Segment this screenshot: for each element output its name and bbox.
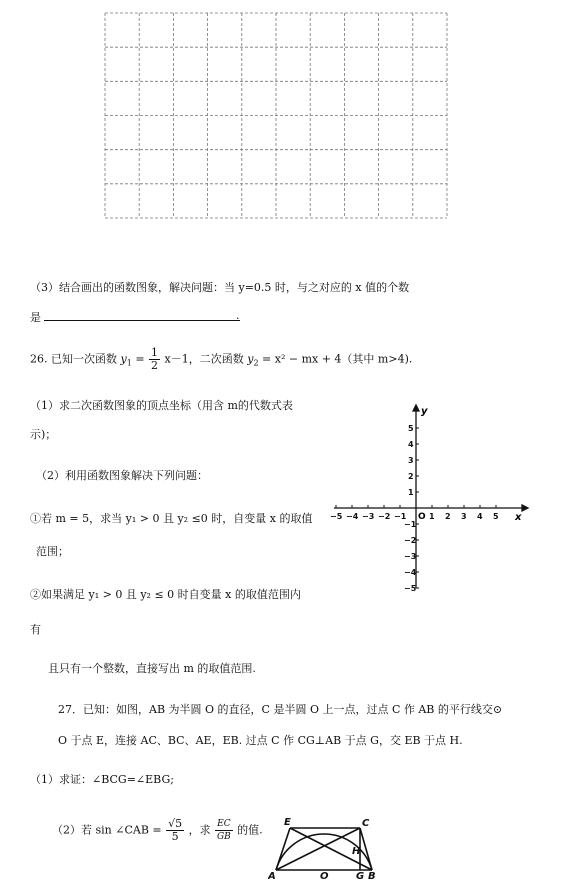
q26-intro-a: 26. 已知一次函数 bbox=[30, 352, 117, 366]
label-o: O bbox=[320, 871, 329, 880]
q27-part2-c: 的值. bbox=[237, 823, 263, 837]
x-tick-label: 2 bbox=[445, 512, 451, 521]
q26-part2-1a: ①若 m = 5，求当 y₁ > 0 且 y₂ ≤0 时，自变量 x 的取值 bbox=[30, 512, 313, 525]
blank-period: . bbox=[236, 309, 240, 322]
answer-grid bbox=[104, 12, 448, 219]
y-tick-label: 4 bbox=[408, 440, 414, 449]
q26-part2-1b: 范围； bbox=[36, 545, 69, 558]
x-tick-label: −1 bbox=[394, 512, 407, 521]
y2-sub: 2 bbox=[253, 358, 259, 368]
sqrt5: √5 bbox=[168, 817, 183, 830]
y-tick-label: 1 bbox=[408, 488, 414, 497]
x-tick-label: −2 bbox=[378, 512, 391, 521]
y-tick-label: −5 bbox=[404, 584, 417, 592]
semicircle-figure bbox=[268, 812, 380, 880]
ec-over-gb bbox=[215, 818, 232, 843]
x-tick-label: 4 bbox=[477, 512, 483, 521]
q27-part1: （1）求证：∠BCG=∠EBG; bbox=[30, 773, 174, 786]
q26-part1-a: （1）求二次函数图象的顶点坐标（用含 m的代数式表 bbox=[30, 399, 293, 412]
y-tick-label: 3 bbox=[408, 456, 414, 465]
gb: GB bbox=[216, 832, 231, 842]
q26-part2-2b: 有 bbox=[30, 623, 41, 636]
y1-symbol: y bbox=[120, 352, 127, 366]
x-tick-label: −4 bbox=[346, 512, 359, 521]
label-b: B bbox=[368, 871, 376, 880]
q26-part2-2a: ②如果满足 y₁ > 0 且 y₂ ≤ 0 时自变量 x 的取值范围内 bbox=[30, 588, 301, 601]
y-tick-label: −1 bbox=[404, 520, 417, 529]
y1-sub: 1 bbox=[126, 358, 132, 368]
q26-part2-2c: 且只有一个整数，直接写出 m 的取值范围. bbox=[48, 662, 256, 675]
y-tick-label: −4 bbox=[404, 568, 417, 577]
sqrt5-over-5 bbox=[166, 818, 184, 843]
label-a: A bbox=[268, 871, 276, 880]
x-tick-label: −5 bbox=[330, 512, 343, 521]
five: 5 bbox=[171, 830, 179, 843]
y-tick-label: −3 bbox=[404, 552, 417, 561]
frac-den: 2 bbox=[151, 359, 159, 372]
q26-part1-b: 示)； bbox=[30, 428, 57, 441]
y-axis-label: y bbox=[421, 406, 428, 417]
y2-symbol: y bbox=[247, 352, 254, 366]
x-tick-label: −3 bbox=[362, 512, 375, 521]
y-tick-label: −2 bbox=[404, 536, 417, 545]
x-tick-label: 3 bbox=[461, 512, 467, 521]
coordinate-axes bbox=[330, 402, 530, 592]
q27-part2-b: ，求 bbox=[188, 823, 211, 837]
q26-part2: （2）利用函数图象解决下列问题： bbox=[36, 469, 208, 482]
origin-label: O bbox=[418, 512, 426, 522]
label-h: H bbox=[352, 846, 361, 857]
answer-blank-line bbox=[44, 320, 240, 321]
ec: EC bbox=[217, 819, 231, 829]
q26-intro bbox=[30, 347, 412, 372]
q26-intro-b: x－1，二次函数 bbox=[164, 352, 244, 366]
fraction-one-half bbox=[149, 347, 160, 372]
q27-text-b: O 于点 E，连接 AC、BC、AE，EB. 过点 C 作 CG⊥AB 于点 G，交 EB 于点 H. bbox=[58, 734, 463, 747]
q25-part3-cont: 是 bbox=[30, 311, 41, 324]
q27-part2-a: （2）若 sin ∠CAB = bbox=[52, 823, 162, 837]
label-e: E bbox=[284, 817, 291, 828]
x-tick-label: 5 bbox=[493, 512, 499, 521]
q25-part3-text: （3）结合画出的函数图象，解决问题：当 y=0.5 时，与之对应的 x 值的个数 bbox=[30, 281, 410, 294]
x-axis-label: x bbox=[515, 512, 522, 523]
label-c: C bbox=[362, 818, 370, 829]
equals-sign: = bbox=[135, 352, 145, 366]
y-tick-label: 5 bbox=[408, 424, 414, 433]
q27-text-a: 27．已知：如图，AB 为半圆 O 的直径，C 是半圆 O 上一点，过点 C 作 AB 的平行线交⊙ bbox=[58, 703, 503, 716]
frac-num: 1 bbox=[151, 346, 159, 359]
y-tick-label: 2 bbox=[408, 472, 414, 481]
label-g: G bbox=[356, 871, 365, 880]
q27-part2 bbox=[52, 818, 263, 843]
q26-intro-c: = x² − mx + 4（其中 m>4). bbox=[262, 352, 413, 366]
x-tick-label: 1 bbox=[429, 512, 435, 521]
